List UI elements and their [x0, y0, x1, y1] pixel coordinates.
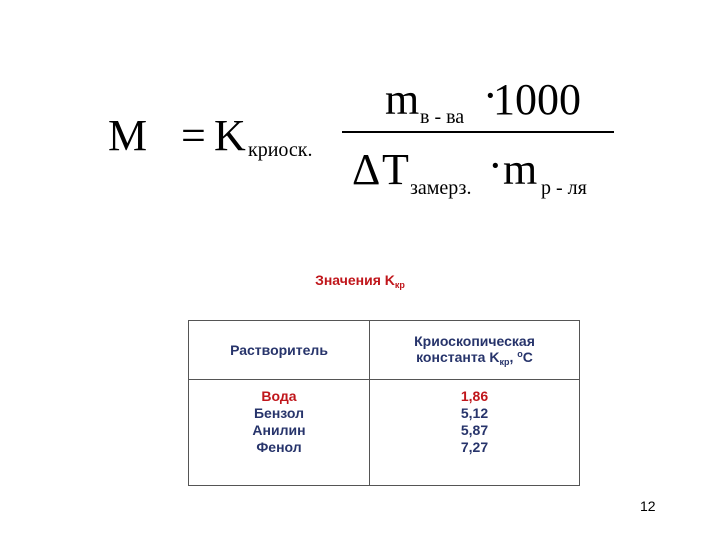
formula-numerator-subscript: в - ва — [420, 106, 465, 128]
formula-t: T — [382, 145, 409, 194]
formula-denominator-subscript: р - ля — [541, 177, 587, 199]
formula-k-subscript: криоск. — [248, 139, 313, 161]
formula-t-subscript: замерз. — [410, 177, 472, 199]
header-constant-unit: C — [522, 349, 533, 365]
header-constant-line2: константа K — [416, 349, 500, 365]
formula-equals: = — [181, 111, 206, 160]
list-item: 7,27 — [460, 439, 489, 455]
header-constant-line1: Криоскопическая — [414, 333, 535, 349]
list-item: Вода — [261, 388, 297, 404]
header-solvent — [189, 321, 370, 380]
list-item: 5,12 — [460, 405, 489, 421]
header-constant-separator: , — [509, 349, 518, 365]
list-item: Фенол — [256, 439, 302, 455]
caption-subscript: кр — [394, 280, 405, 290]
header-degree-symbol: o — [517, 349, 523, 359]
fraction-bar — [342, 131, 614, 133]
caption-text: Значения K — [315, 272, 395, 288]
formula — [0, 0, 720, 230]
formula-delta: Δ — [352, 145, 381, 194]
formula-m: M — [108, 111, 148, 160]
formula-k: K — [214, 111, 246, 160]
formula-denominator-m: m — [503, 145, 538, 194]
value-list — [370, 380, 580, 486]
list-item: Бензол — [253, 405, 304, 421]
formula-numerator-m: m — [385, 75, 420, 124]
table-body-row — [189, 380, 580, 486]
table-caption — [0, 272, 720, 290]
header-solvent-label: Растворитель — [230, 342, 328, 358]
formula-numerator-dot: · — [483, 71, 498, 120]
list-item: 5,87 — [460, 422, 489, 438]
header-constant-subscript: кр — [499, 357, 510, 367]
formula-numerator-value: 1000 — [493, 75, 581, 124]
cryoscopic-constants-table — [188, 320, 580, 486]
list-item: 1,86 — [460, 388, 489, 404]
page-number: 12 — [640, 498, 656, 514]
list-item: Анилин — [252, 422, 306, 438]
formula-denominator-dot: · — [488, 141, 503, 190]
solvent-list — [189, 380, 370, 486]
table-header-row — [189, 321, 580, 380]
header-constant — [370, 321, 580, 380]
